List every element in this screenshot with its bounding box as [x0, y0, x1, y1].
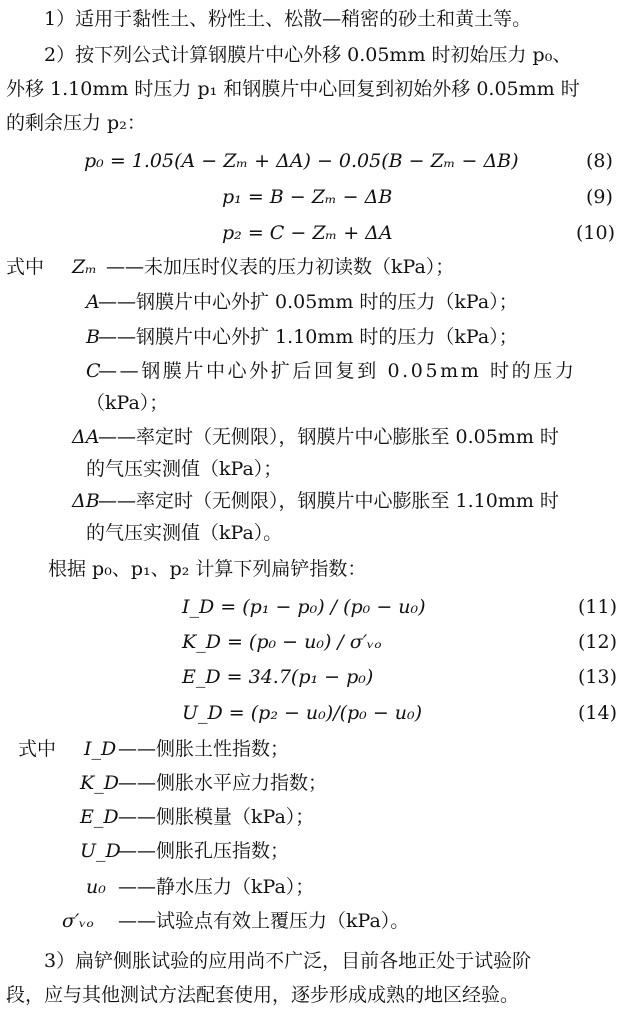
item-3-line-2: 段，应与其他测试方法配套使用，逐步形成成熟的地区经验。	[6, 984, 520, 1006]
sym-ud: U_D	[80, 840, 121, 862]
equation-9: p₁ = B − Zₘ − ΔB	[222, 186, 393, 208]
equation-11: I_D = (p₁ − p₀) / (p₀ − u₀)	[182, 596, 426, 618]
def-delta-b: ——率定时（无侧限），钢膜片中心膨胀至 1.10mm 时	[98, 490, 559, 512]
sym-b: B	[86, 326, 100, 348]
equation-10: p₂ = C − Zₘ + ΔA	[222, 222, 393, 244]
sym-id: I_D	[84, 738, 117, 760]
sym-delta-b: ΔB	[72, 490, 100, 512]
def-kd: ——侧胀水平应力指数；	[118, 772, 328, 794]
equation-13-number: (13)	[578, 666, 618, 688]
def-sigma: ——试验点有效上覆压力（kPa）。	[118, 910, 410, 932]
sym-a: A	[86, 291, 100, 313]
sym-u0: u₀	[86, 876, 106, 898]
equation-12-number: (12)	[578, 631, 618, 653]
def-zm: ——未加压时仪表的压力初读数（kPa）；	[106, 256, 455, 278]
sym-c: C	[86, 360, 101, 382]
def-delta-b-cont: 的气压实测值（kPa）。	[86, 522, 283, 544]
def-a: ——钢膜片中心外扩 0.05mm 时的压力（kPa）；	[98, 291, 518, 313]
item-2-line-2: 外移 1.10mm 时压力 p₁ 和钢膜片中心回复到初始外移 0.05mm 时	[6, 78, 580, 100]
equation-8-number: (8)	[586, 150, 613, 172]
def-ed: ——侧胀模量（kPa）；	[118, 806, 315, 828]
equation-8: p₀ = 1.05(A − Zₘ + ΔA) − 0.05(B − Zₘ − ΔB)	[84, 150, 519, 172]
item-2-line-3: 的剩余压力 p₂：	[6, 112, 146, 134]
where-label-2: 式中	[18, 738, 57, 760]
def-u0: ——静水压力（kPa）；	[118, 876, 315, 898]
def-c: ——钢膜片中心外扩后回复到 0.05mm 时的压力	[98, 360, 577, 382]
def-c-cont: （kPa）；	[86, 392, 169, 414]
item-1-text: 1）适用于黏性土、粉性土、松散—稍密的砂土和黄土等。	[44, 8, 532, 30]
where-label-1: 式中	[6, 256, 45, 278]
equation-14-number: (14)	[578, 702, 618, 724]
item-3-line-1: 3）扁铲侧胀试验的应用尚不广泛，目前各地正处于试验阶	[44, 950, 532, 972]
equation-9-number: (9)	[586, 186, 613, 208]
equation-14: U_D = (p₂ − u₀)/(p₀ − u₀)	[182, 702, 423, 724]
def-ud: ——侧胀孔压指数；	[118, 840, 290, 862]
indices-intro: 根据 p₀、p₁、p₂ 计算下列扁铲指数：	[48, 558, 367, 580]
equation-10-number: (10)	[576, 222, 616, 244]
equation-11-number: (11)	[578, 596, 618, 618]
sym-delta-a: ΔA	[72, 426, 100, 448]
equation-13: E_D = 34.7(p₁ − p₀)	[182, 666, 374, 688]
sym-ed: E_D	[80, 806, 119, 828]
def-b: ——钢膜片中心外扩 1.10mm 时的压力（kPa）；	[98, 326, 518, 348]
sym-kd: K_D	[80, 772, 119, 794]
equation-12: K_D = (p₀ − u₀) / σ′ᵥₒ	[182, 631, 382, 653]
item-2-line-1: 2）按下列公式计算钢膜片中心外移 0.05mm 时初始压力 p₀、	[44, 44, 572, 66]
def-delta-a: ——率定时（无侧限），钢膜片中心膨胀至 0.05mm 时	[98, 426, 559, 448]
sym-sigma: σ′ᵥₒ	[62, 910, 94, 932]
def-id: ——侧胀土性指数；	[118, 738, 290, 760]
sym-zm: Zₘ	[72, 256, 97, 278]
def-delta-a-cont: 的气压实测值（kPa）；	[86, 458, 283, 480]
